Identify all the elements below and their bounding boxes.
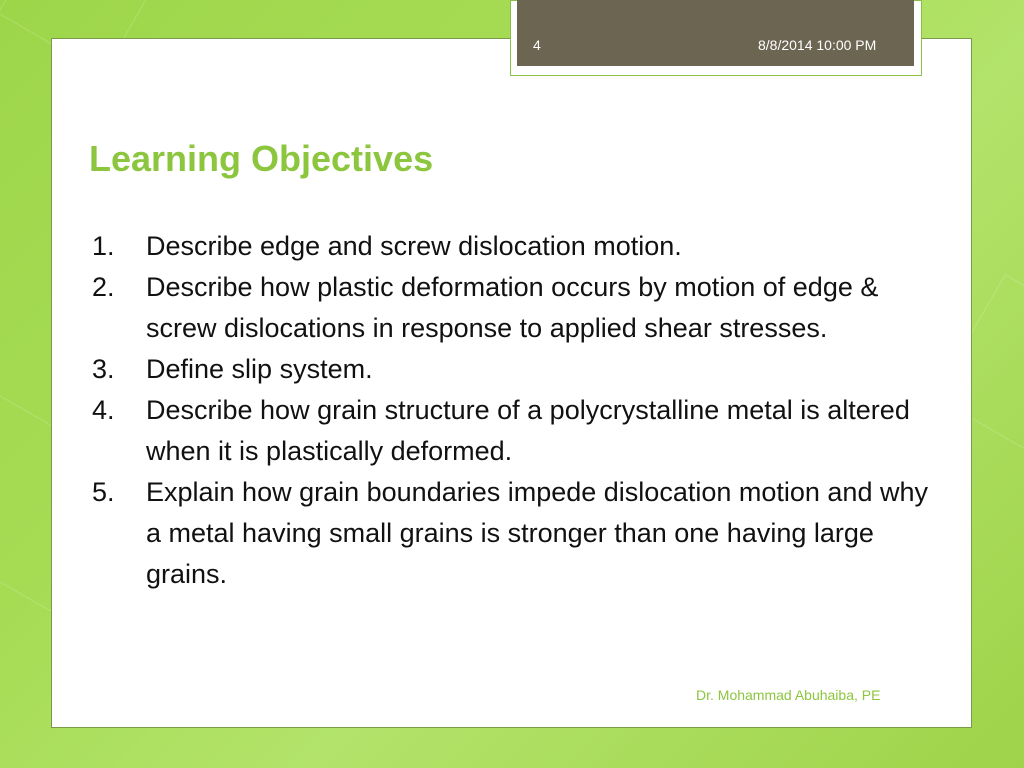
objectives-list [92, 226, 932, 595]
list-item-number: 3. [92, 354, 115, 384]
list-item [92, 390, 932, 472]
footer-author: Dr. Mohammad Abuhaiba, PE [696, 687, 881, 703]
header-bar [517, 0, 914, 66]
slide-title: Learning Objectives [89, 138, 434, 179]
list-item-number: 5. [92, 477, 115, 507]
list-item-text: Explain how grain boundaries impede dislocation motion and why a metal having small grains is stronger than one having large grains. [146, 477, 928, 589]
list-item-text: Describe edge and screw dislocation motion. [146, 231, 682, 261]
list-item-text: Describe how grain structure of a polycrystalline metal is altered when it is plastically deformed. [146, 395, 910, 466]
list-item-text: Describe how plastic deformation occurs by motion of edge & screw dislocations in response to applied shear stresses. [146, 272, 879, 343]
list-item-text: Define slip system. [146, 354, 373, 384]
list-item [92, 349, 932, 390]
list-item-number: 4. [92, 395, 115, 425]
slide-date: 8/8/2014 10:00 PM [758, 37, 877, 53]
list-item [92, 226, 932, 267]
slide-number: 4 [533, 37, 541, 53]
list-item-number: 2. [92, 272, 115, 302]
list-item [92, 267, 932, 349]
list-item [92, 472, 932, 595]
list-item-number: 1. [92, 231, 115, 261]
